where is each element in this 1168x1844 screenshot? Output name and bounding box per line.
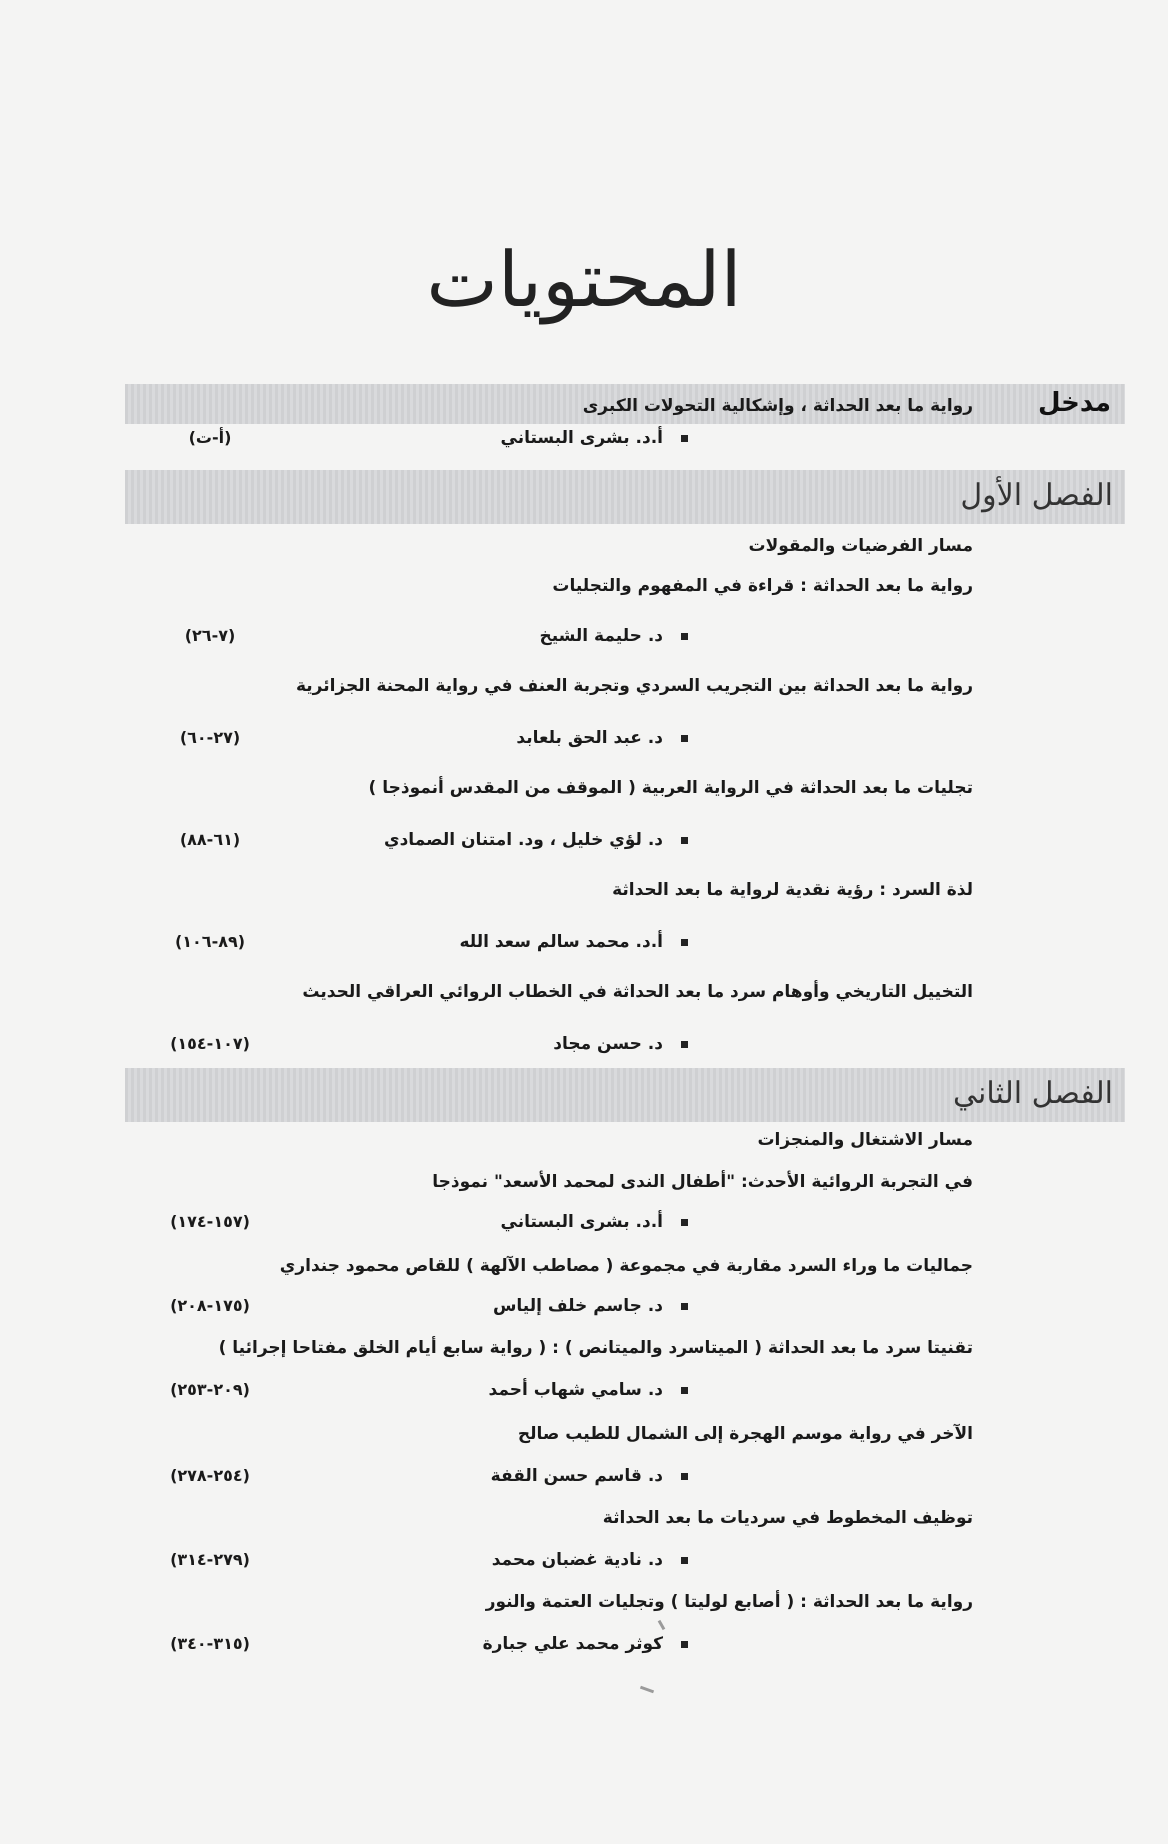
ch1-author-3 xyxy=(384,830,688,850)
intro-label: مدخل xyxy=(1037,388,1111,418)
chapter1-track: مسار الفرضيات والمقولات xyxy=(748,536,973,556)
bullet-icon xyxy=(681,837,688,844)
ch2-pages-4: (٢٥٤-٢٧٨) xyxy=(170,1466,250,1485)
chapter2-band xyxy=(125,1068,1125,1122)
ch2-author-1 xyxy=(501,1212,689,1232)
ch2-author-4 xyxy=(491,1466,688,1486)
ch2-topic-1: في التجربة الروائية الأحدث: "أطفال الندى لمحمد الأسعد" نموذجا xyxy=(432,1172,973,1192)
bullet-icon xyxy=(681,1641,688,1648)
bullet-icon xyxy=(681,1219,688,1226)
ch2-pages-6: (٣١٥-٣٤٠) xyxy=(170,1634,250,1653)
ch1-pages-3: (٦١-٨٨) xyxy=(179,830,241,849)
ch1-author-1 xyxy=(539,626,688,646)
author-name: أ.د. بشرى البستاني xyxy=(500,1212,663,1232)
ch2-pages-1: (١٥٧-١٧٤) xyxy=(170,1212,250,1231)
ch1-topic-1: رواية ما بعد الحداثة : قراءة في المفهوم والتجليات xyxy=(552,576,973,596)
bullet-icon xyxy=(681,633,688,640)
ch1-topic-2: رواية ما بعد الحداثة بين التجريب السردي وتجربة العنف في رواية المحنة الجزائرية xyxy=(295,676,973,696)
ch2-author-3 xyxy=(489,1380,688,1400)
bullet-icon xyxy=(681,1303,688,1310)
ch2-author-6 xyxy=(483,1634,688,1654)
ch1-author-2 xyxy=(516,728,688,748)
author-name: د. جاسم خلف إلياس xyxy=(492,1296,663,1316)
author-name: كوثر محمد علي جبارة xyxy=(482,1634,663,1654)
page-title: المحتويات xyxy=(426,235,742,324)
ch2-pages-2: (١٧٥-٢٠٨) xyxy=(170,1296,250,1315)
chapter2-track: مسار الاشتغال والمنجزات xyxy=(757,1130,973,1150)
ch2-topic-6: رواية ما بعد الحداثة : ( أصابع لوليتا ) وتجليات العتمة والنور xyxy=(485,1592,973,1612)
ch2-topic-2: جماليات ما وراء السرد مقاربة في مجموعة ( مصاطب الآلهة ) للقاص محمود جنداري xyxy=(279,1256,973,1276)
ch1-pages-1: (٧-٢٦) xyxy=(184,626,236,645)
ch1-author-4 xyxy=(459,932,688,952)
intro-pages: (أ-ت) xyxy=(188,428,232,447)
ch2-topic-5: توظيف المخطوط في سرديات ما بعد الحداثة xyxy=(602,1508,973,1528)
ch1-topic-5: التخييل التاريخي وأوهام سرد ما بعد الحداثة في الخطاب الروائي العراقي الحديث xyxy=(302,982,973,1002)
bullet-icon xyxy=(681,1041,688,1048)
bullet-icon xyxy=(681,435,688,442)
ch1-pages-5: (١٠٧-١٥٤) xyxy=(170,1034,250,1053)
ch1-author-5 xyxy=(553,1034,688,1054)
author-name: د. حليمة الشيخ xyxy=(539,626,663,646)
ch2-topic-3: تقنيتا سرد ما بعد الحداثة ( الميتاسرد والميتانص ) : ( رواية سابع أيام الخلق مفتاحا إجرائيا ) xyxy=(218,1338,973,1358)
scan-mark xyxy=(658,1620,666,1630)
author-name: د. نادية غضبان محمد xyxy=(491,1550,663,1570)
ch1-topic-4: لذة السرد : رؤية نقدية لرواية ما بعد الحداثة xyxy=(612,880,973,900)
ch1-pages-2: (٢٧-٦٠) xyxy=(179,728,241,747)
bullet-icon xyxy=(681,1557,688,1564)
author-name: د. حسن مجاد xyxy=(553,1034,663,1054)
bullet-icon xyxy=(681,735,688,742)
intro-author xyxy=(501,428,689,448)
ch2-author-5 xyxy=(492,1550,688,1570)
author-name: د. لؤي خليل ، ود. امتنان الصمادي xyxy=(384,830,663,850)
ch1-pages-4: (٨٩-١٠٦) xyxy=(174,932,246,951)
ch2-topic-4: الآخر في رواية موسم الهجرة إلى الشمال للطيب صالح xyxy=(517,1424,973,1444)
chapter1-label: الفصل الأول xyxy=(960,478,1113,513)
author-name: د. عبد الحق بلعابد xyxy=(516,728,663,748)
bullet-icon xyxy=(681,1473,688,1480)
chapter2-label: الفصل الثاني xyxy=(953,1076,1113,1111)
author-name: أ.د. محمد سالم سعد الله xyxy=(459,932,663,952)
ch2-pages-3: (٢٠٩-٢٥٣) xyxy=(170,1380,250,1399)
bullet-icon xyxy=(681,1387,688,1394)
ch2-author-2 xyxy=(493,1296,688,1316)
bullet-icon xyxy=(681,939,688,946)
author-name: د. سامي شهاب أحمد xyxy=(488,1380,663,1400)
chapter1-band xyxy=(125,470,1125,524)
author-name: د. قاسم حسن القفة xyxy=(490,1466,663,1486)
scan-mark xyxy=(640,1686,654,1694)
intro-topic: رواية ما بعد الحداثة ، وإشكالية التحولات الكبرى xyxy=(582,396,973,416)
ch1-topic-3: تجليات ما بعد الحداثة في الرواية العربية ( الموقف من المقدس أنموذجا ) xyxy=(368,778,973,798)
author-name: أ.د. بشرى البستاني xyxy=(500,428,663,448)
ch2-pages-5: (٢٧٩-٣١٤) xyxy=(170,1550,250,1569)
